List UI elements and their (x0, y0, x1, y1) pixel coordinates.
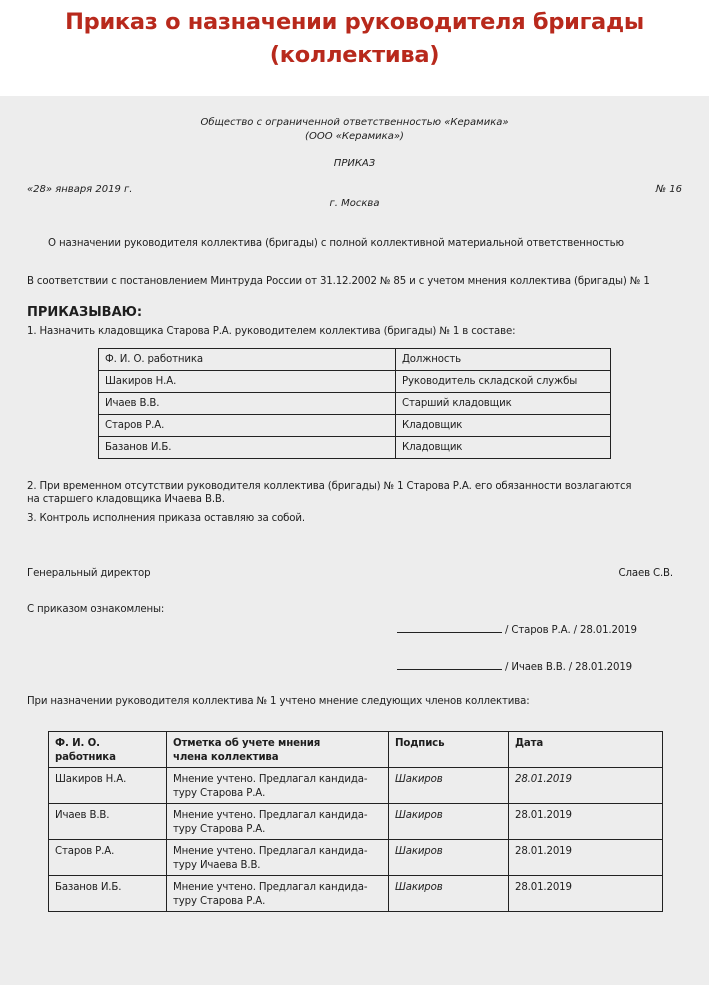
cell-signature: Шакиров (389, 768, 509, 804)
header-cell-note (167, 732, 389, 768)
table-header-row (99, 349, 611, 371)
note-line2: туру Старова Р.А. (173, 895, 266, 907)
director-name: Слаев С.В. (618, 568, 673, 579)
cell-name: Базанов И.Б. (99, 437, 396, 459)
cell-note (167, 840, 389, 876)
cell-date: 28.01.2019 (509, 768, 663, 804)
acknowledgement-row (397, 659, 632, 673)
header-note-line2: члена коллектива (173, 751, 279, 763)
page-title-line2: (коллектива) (269, 42, 440, 68)
doc-date: «28» января 2019 г. (27, 184, 133, 195)
cell-position: Старший кладовщик (396, 393, 611, 415)
table-row (49, 804, 663, 840)
acknowledgement-row (397, 622, 637, 636)
note-line2: туру Старова Р.А. (173, 823, 266, 835)
header-cell-name: Ф. И. О. работника (49, 732, 167, 768)
note-line1: Мнение учтено. Предлагал кандида- (173, 882, 368, 893)
cell-name: Ичаев В.В. (49, 804, 167, 840)
table-row (99, 393, 611, 415)
header-note-line1: Отметка об учете мнения (173, 738, 321, 749)
cell-name: Базанов И.Б. (49, 876, 167, 912)
acknowledgement-text: / Ичаев В.В. / 28.01.2019 (505, 662, 633, 673)
director-title: Генеральный директор (27, 568, 151, 579)
cell-name: Старов Р.А. (99, 415, 396, 437)
order-item-1: 1. Назначить кладовщика Старова Р.А. руководителем коллектива (бригады) № 1 в составе: (27, 326, 516, 337)
note-line1: Мнение учтено. Предлагал кандида- (173, 774, 368, 785)
table-row (49, 768, 663, 804)
note-line1: Мнение учтено. Предлагал кандида- (173, 810, 368, 821)
cell-signature: Шакиров (389, 804, 509, 840)
page-title (0, 6, 709, 72)
page-title-line1: Приказ о назначении руководителя бригады (65, 9, 644, 35)
table-row (99, 437, 611, 459)
table-header-row (49, 732, 663, 768)
table-row (99, 371, 611, 393)
org-full-name: Общество с ограниченной ответственностью «Керамика» (200, 117, 509, 128)
header-cell-date: Дата (509, 732, 663, 768)
order-item-2-line1: 2. При временном отсутствии руководителя коллектива (бригады) № 1 Старова Р.А. его обязанности возлагаются (27, 481, 632, 492)
header-cell-position: Должность (396, 349, 611, 371)
team-table (98, 348, 611, 459)
note-line1: Мнение учтено. Предлагал кандида- (173, 846, 368, 857)
cell-date: 28.01.2019 (509, 804, 663, 840)
order-item-3: 3. Контроль исполнения приказа оставляю за собой. (27, 513, 305, 524)
table-row (99, 415, 611, 437)
table-row (49, 876, 663, 912)
org-short-name: (ООО «Керамика») (305, 131, 404, 142)
doc-type: ПРИКАЗ (333, 158, 376, 169)
cell-name: Старов Р.А. (49, 840, 167, 876)
cell-date: 28.01.2019 (509, 876, 663, 912)
cell-name: Ичаев В.В. (99, 393, 396, 415)
cell-signature: Шакиров (389, 876, 509, 912)
cell-note (167, 768, 389, 804)
cell-position: Кладовщик (396, 415, 611, 437)
page-header (0, 0, 709, 96)
header-cell-signature: Подпись (389, 732, 509, 768)
opinion-intro: При назначении руководителя коллектива № 1 учтено мнение следующих членов коллектива: (27, 696, 530, 707)
cell-signature: Шакиров (389, 840, 509, 876)
cell-name: Шакиров Н.А. (49, 768, 167, 804)
doc-basis: В соответствии с постановлением Минтруда России от 31.12.2002 № 85 и с учетом мнения коллектива (бригады) № 1 (27, 276, 650, 287)
signature-line (397, 659, 502, 670)
order-item-2-line2: на старшего кладовщика Ичаева В.В. (27, 494, 225, 505)
opinion-table (48, 731, 663, 912)
acknowledgement-text: / Старов Р.А. / 28.01.2019 (505, 625, 637, 636)
table-row (49, 840, 663, 876)
note-line2: туру Старова Р.А. (173, 787, 266, 799)
cell-position: Кладовщик (396, 437, 611, 459)
header-cell-name: Ф. И. О. работника (99, 349, 396, 371)
order-heading: ПРИКАЗЫВАЮ: (27, 305, 143, 320)
cell-note (167, 804, 389, 840)
cell-name: Шакиров Н.А. (99, 371, 396, 393)
acknowledged-label: С приказом ознакомлены: (27, 604, 165, 615)
doc-number: № 16 (655, 184, 682, 195)
cell-position: Руководитель складской службы (396, 371, 611, 393)
cell-date: 28.01.2019 (509, 840, 663, 876)
signature-line (397, 622, 502, 633)
cell-note (167, 876, 389, 912)
note-line2: туру Ичаева В.В. (173, 859, 261, 871)
doc-subject: О назначении руководителя коллектива (бригады) с полной коллективной материальной ответственностью (48, 238, 624, 249)
doc-city: г. Москва (329, 198, 380, 209)
